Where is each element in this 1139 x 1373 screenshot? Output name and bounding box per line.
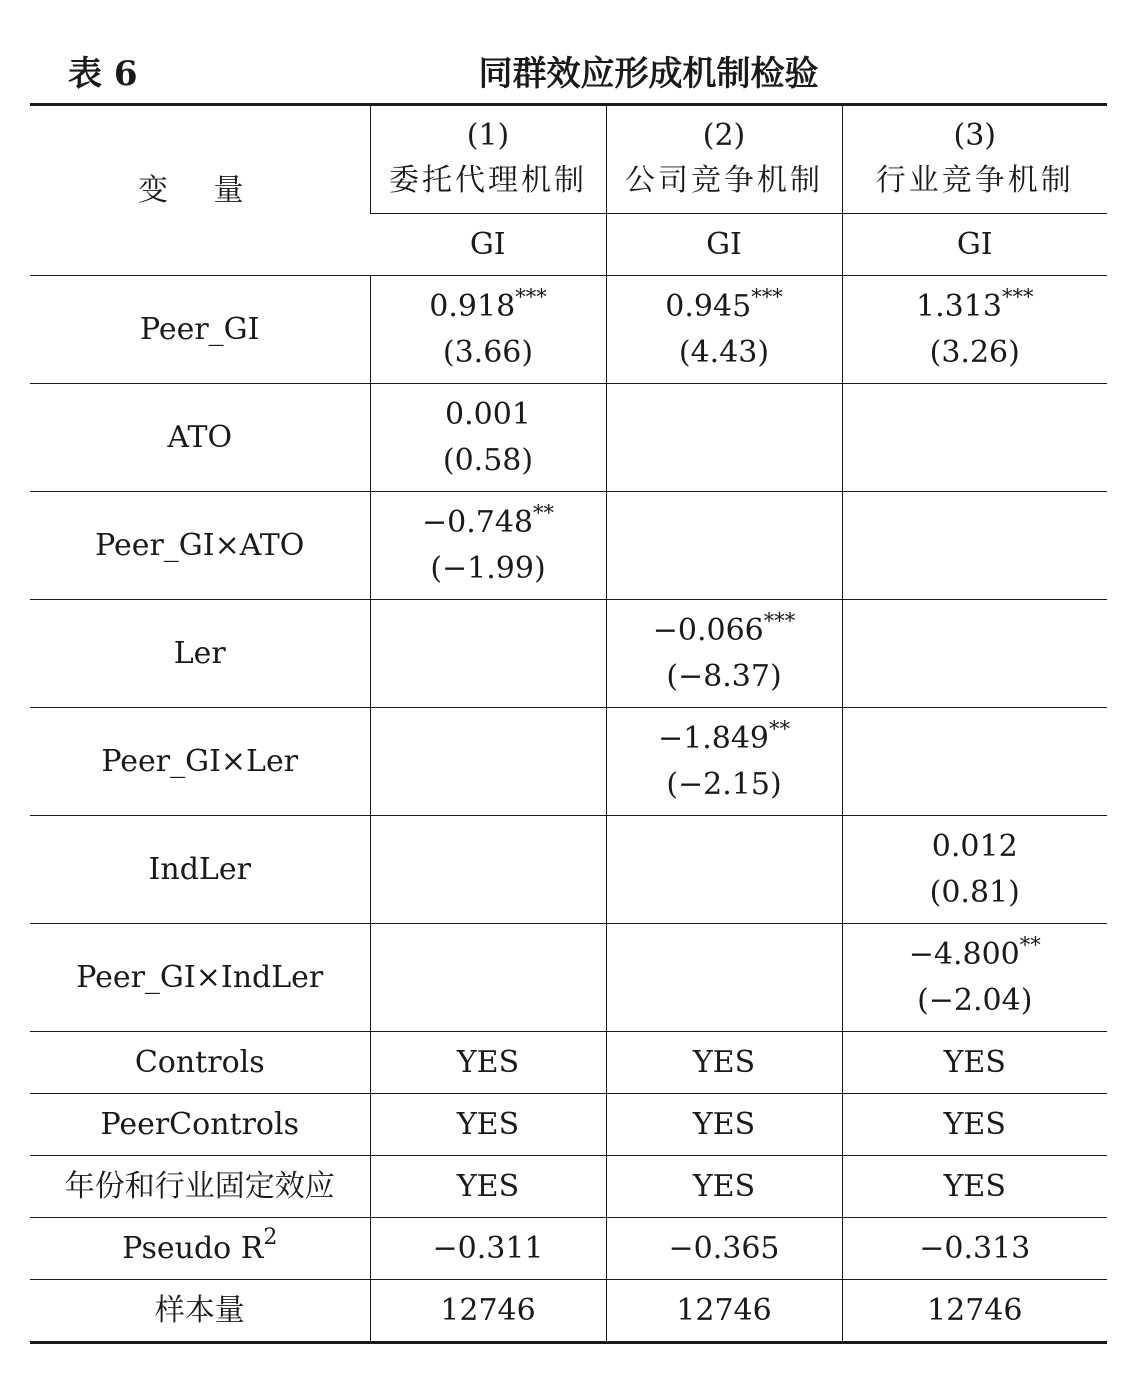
variable-name: Peer_GI×Ler — [30, 708, 370, 816]
summary-label-text: PeerControls — [100, 1106, 299, 1142]
summary-value: YES — [606, 1032, 842, 1094]
variable-name: Peer_GI×ATO — [30, 492, 370, 600]
table-row — [30, 600, 1107, 708]
coef-cell — [606, 276, 842, 384]
table-row — [30, 492, 1107, 600]
summary-value: −0.313 — [842, 1218, 1107, 1280]
significance-stars: *** — [751, 284, 783, 309]
coef-cell — [606, 492, 842, 600]
summary-value: YES — [370, 1032, 606, 1094]
t-statistic: (−1.99) — [430, 550, 546, 586]
t-statistic: (0.58) — [442, 442, 534, 478]
significance-stars: ** — [1019, 932, 1041, 957]
table-row — [30, 708, 1107, 816]
coefficient — [607, 716, 842, 762]
summary-value: YES — [370, 1094, 606, 1156]
coef-cell — [606, 708, 842, 816]
label-superscript: 2 — [263, 1224, 278, 1250]
coefficient — [843, 824, 1108, 870]
summary-label-text: Controls — [134, 1044, 265, 1080]
summary-value: YES — [842, 1094, 1107, 1156]
summary-value: 12746 — [606, 1280, 842, 1343]
dep-var-cell: GI — [842, 214, 1107, 276]
column-name: 行业竞争机制 — [875, 162, 1074, 198]
coef-value: 0.945 — [665, 288, 752, 324]
summary-value: 12746 — [842, 1280, 1107, 1343]
variable-name: ATO — [30, 384, 370, 492]
coef-cell — [842, 708, 1107, 816]
column-number: (2) — [702, 117, 746, 153]
variable-name: Peer_GI — [30, 276, 370, 384]
coef-cell — [606, 600, 842, 708]
coef-cell — [370, 816, 606, 924]
variable-name: Peer_GI×IndLer — [30, 924, 370, 1032]
column-header-3 — [842, 105, 1107, 214]
summary-value: 12746 — [370, 1280, 606, 1343]
variable-name: Ler — [30, 600, 370, 708]
variable-header-cell — [30, 105, 370, 276]
coefficient-rows — [30, 276, 1107, 1032]
coef-value: 1.313 — [916, 288, 1002, 324]
coefficient — [843, 284, 1108, 330]
column-name: 委托代理机制 — [389, 162, 587, 198]
table-row — [30, 816, 1107, 924]
significance-stars: ** — [769, 716, 791, 741]
coefficient — [371, 284, 606, 330]
coef-cell — [606, 924, 842, 1032]
summary-label — [30, 1094, 370, 1156]
coef-cell — [842, 816, 1107, 924]
coef-value: −1.849 — [657, 720, 770, 756]
coef-value: 0.918 — [429, 288, 516, 324]
coef-cell — [370, 384, 606, 492]
summary-value: YES — [606, 1156, 842, 1218]
summary-label-text: Pseudo R — [122, 1230, 264, 1266]
t-statistic: (3.66) — [442, 334, 534, 370]
significance-stars: *** — [763, 608, 796, 633]
table-row — [30, 384, 1107, 492]
significance-stars: *** — [1001, 284, 1034, 309]
coef-cell — [842, 924, 1107, 1032]
summary-row — [30, 1280, 1107, 1343]
coef-value: −0.066 — [652, 612, 764, 648]
summary-value: YES — [842, 1032, 1107, 1094]
coef-value: 0.012 — [931, 828, 1018, 864]
variable-name: IndLer — [30, 816, 370, 924]
summary-value: YES — [842, 1156, 1107, 1218]
coef-cell — [370, 276, 606, 384]
summary-rows — [30, 1032, 1107, 1343]
variable-header: 变 量 — [137, 172, 262, 208]
coef-cell — [842, 492, 1107, 600]
summary-row — [30, 1032, 1107, 1094]
coef-value: −4.800 — [908, 936, 1020, 972]
coef-cell — [370, 924, 606, 1032]
coefficient — [371, 392, 606, 438]
regression-table — [30, 103, 1107, 1344]
coef-cell — [370, 708, 606, 816]
t-statistic: (−2.15) — [666, 766, 782, 802]
t-statistic: (3.26) — [929, 334, 1020, 370]
coefficient — [607, 608, 842, 654]
summary-value: YES — [606, 1094, 842, 1156]
summary-value: −0.311 — [370, 1218, 606, 1280]
coef-value: −0.748 — [421, 504, 534, 540]
coefficient — [607, 284, 842, 330]
dep-var-cell: GI — [606, 214, 842, 276]
coefficient — [371, 500, 606, 546]
summary-row — [30, 1094, 1107, 1156]
summary-value: YES — [370, 1156, 606, 1218]
coef-cell — [606, 384, 842, 492]
coef-value: 0.001 — [445, 396, 531, 432]
summary-label — [30, 1156, 370, 1218]
t-statistic: (4.43) — [678, 334, 770, 370]
coef-cell — [842, 600, 1107, 708]
significance-stars: ** — [533, 500, 555, 525]
significance-stars: *** — [515, 284, 547, 309]
coefficient — [843, 932, 1108, 978]
coef-cell — [606, 816, 842, 924]
coef-cell — [370, 600, 606, 708]
column-header-1 — [370, 105, 606, 214]
column-name: 公司竞争机制 — [625, 162, 823, 198]
t-statistic: (−2.04) — [917, 982, 1033, 1018]
summary-row — [30, 1156, 1107, 1218]
column-header-2 — [606, 105, 842, 214]
dep-var-cell: GI — [370, 214, 606, 276]
summary-label — [30, 1218, 370, 1280]
table-title: 同群效应形成机制检验 — [478, 54, 819, 94]
table-label: 表 6 — [68, 54, 138, 94]
summary-label — [30, 1280, 370, 1343]
table-row — [30, 924, 1107, 1032]
summary-label-text: 样本量 — [154, 1292, 245, 1328]
summary-value: −0.365 — [606, 1218, 842, 1280]
table-caption — [30, 44, 1107, 100]
summary-label — [30, 1032, 370, 1094]
column-number: (1) — [466, 117, 510, 153]
coef-cell — [842, 276, 1107, 384]
coef-cell — [842, 384, 1107, 492]
summary-row — [30, 1218, 1107, 1280]
coef-cell — [370, 492, 606, 600]
t-statistic: (0.81) — [929, 874, 1020, 910]
table-row — [30, 276, 1107, 384]
t-statistic: (−8.37) — [666, 658, 782, 694]
summary-label-text: 年份和行业固定效应 — [64, 1168, 335, 1204]
header-row — [30, 105, 1107, 214]
column-number: (3) — [953, 117, 996, 153]
